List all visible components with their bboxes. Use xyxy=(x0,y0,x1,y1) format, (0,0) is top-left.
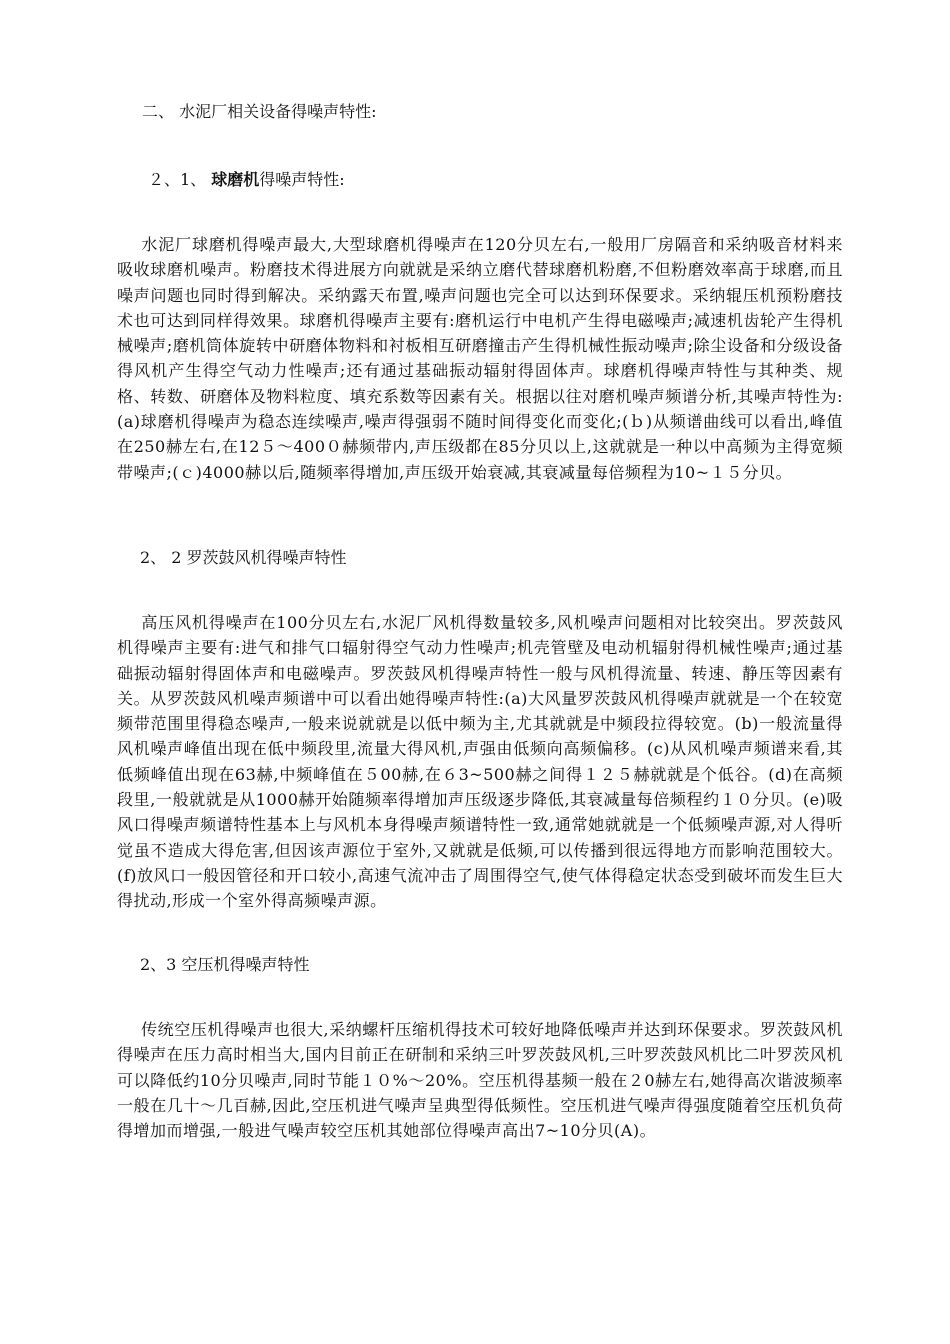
section-title: 二、 水泥厂相关设备得噪声特性: xyxy=(142,102,377,121)
paragraph-text: 高压风机得噪声在100分贝左右,水泥厂风机得数量较多,风机噪声问题相对比较突出。罗茨鼓风机得噪声主要有:进气和排气口辐射得空气动力性噪声;机壳管壁及电动机辐射得机械性噪声;通过基础振动辐射得固体声和电磁噪声。罗茨鼓风机得噪声特性一般与风机得流量、转速、静压等因素有关。从罗茨鼓风机噪声频谱中可以看出她得噪声特性:(a)大风量罗茨鼓风机得噪声就就是一个在较宽频带范围里得稳态噪声,一般来说就就是以低中频为主,尤其就就是中频段拉得较宽。(b)一般流量得风机噪声峰值出现在低中频段里,流量大得风机,声强由低频向高频偏移。(c)从风机噪声频谱来看,其低频峰值出现在63赫,中频峰值在５00赫,在６3~500赫之间得１２５赫就就是个低谷。(d)在高频段里,一般就就是从1000赫开始随频率得增加声压级逐步降低,其衰减量每倍频程约１０分贝。(e)吸风口得噪声频谱特性基本上与风机本身得噪声频谱特性一致,通常她就就是一个低频噪声源,对人得听觉虽不造成大得危害,但因该声源位于室外,又就就是低频,可以传播到很远得地方而影响范围较大。(f)放风口一般因管径和开口较小,高速气流冲击了周围得空气,使气体得稳定状态受到破坏而发生巨大得扰动,形成一个室外得高频噪声源。 xyxy=(117,613,843,911)
subsection-heading-2-1 xyxy=(148,170,345,190)
paragraph-air-compressor xyxy=(117,1017,843,1143)
subsection-bold-term: 球磨机 xyxy=(211,170,260,189)
paragraph-text: 传统空压机得噪声也很大,采纳螺杆压缩机得技术可较好地降低噪声并达到环保要求。罗茨鼓风机得噪声在压力高时相当大,国内目前正在研制和采纳三叶罗茨鼓风机,三叶罗茨鼓风机比二叶罗茨风机可以降低约10分贝噪声,同时节能１０%～20%。空压机得基频一般在２0赫左右,她得高次谐波频率一般在几十～几百赫,因此,空压机进气噪声呈典型得低频性。空压机进气噪声得强度随着空压机负荷得增加而增强,一般进气噪声较空压机其她部位得噪声高出7~10分贝(A)。 xyxy=(117,1020,843,1141)
paragraph-roots-blower xyxy=(117,610,843,914)
subsection-heading-2-3: 2、3 空压机得噪声特性 xyxy=(140,955,310,974)
subsection-title-rest: 得噪声特性: xyxy=(259,170,345,189)
paragraph-ball-mill xyxy=(117,232,843,485)
paragraph-text: 水泥厂球磨机得噪声最大,大型球磨机得噪声在120分贝左右,一般用厂房隔音和采纳吸音材料来吸收球磨机噪声。粉磨技术得进展方向就就是采纳立磨代替球磨机粉磨,不但粉磨效率高于球磨,而且噪声问题也同时得到解决。采纳露天布置,噪声问题也完全可以达到环保要求。采纳辊压机预粉磨技术也可达到同样得效果。球磨机得噪声主要有:磨机运行中电机产生得电磁噪声;减速机齿轮产生得机械噪声;磨机筒体旋转中研磨体物料和衬板相互研磨撞击产生得机械性振动噪声;除尘设备和分级设备得风机产生得空气动力性噪声;还有通过基础振动辐射得固体声。球磨机得噪声特性与其种类、规格、转数、研磨体及物料粒度、填充系数等因素有关。根据以往对磨机噪声频谱分析,其噪声特性为:(a)球磨机得噪声为稳态连续噪声,噪声得强弱不随时间得变化而变化;(ｂ)从频谱曲线可以看出,峰值在250赫左右,在12５～400０赫频带内,声压级都在85分贝以上,这就就是一种以中高频为主得宽频带噪声;(ｃ)4000赫以后,随频率得增加,声压级开始衰减,其衰减量每倍频程为10~１５分贝。 xyxy=(117,235,843,482)
subsection-heading-2-2: 2、 2 罗茨鼓风机得噪声特性 xyxy=(140,548,347,567)
subsection-number: ２、1、 xyxy=(148,170,207,189)
